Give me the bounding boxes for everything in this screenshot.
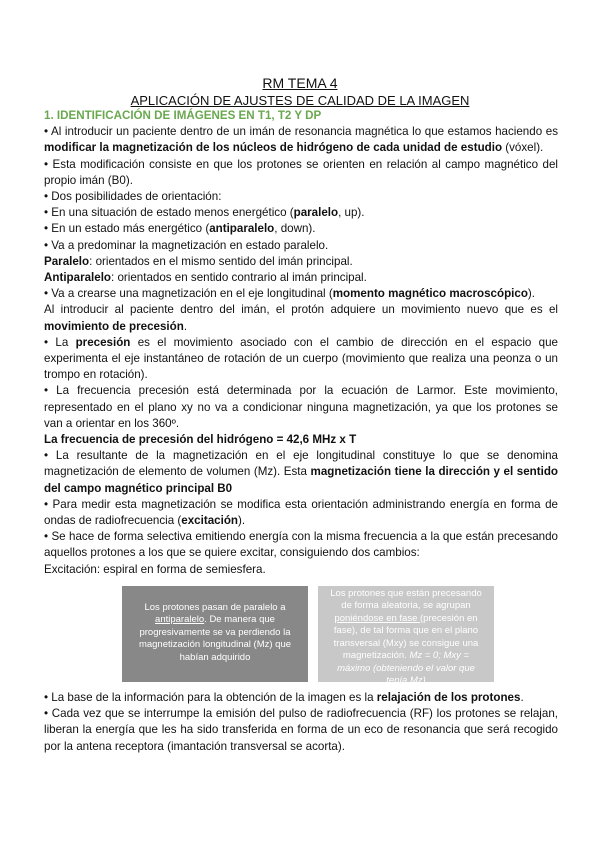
- paragraph: Al introducir al paciente dentro del imán, el protón adquiere un movimiento nuevo que es el movimiento de precesión.: [44, 303, 558, 333]
- paragraph: • Va a crearse una magnetización en el eje longitudinal (momento magnético macroscópico).: [44, 287, 536, 301]
- paragraph: • Para medir esta magnetización se modifica esta orientación administrando energía en forma de ondas de radiofrecuencia (excitación).: [44, 497, 558, 528]
- paragraph: • Dos posibilidades de orientación:: [44, 190, 222, 204]
- section-heading: 1. IDENTIFICACIÓN DE IMÁGENES EN T1, T2 Y DP: [44, 109, 322, 122]
- document-body: [44, 108, 558, 755]
- paragraph: • La precesión es el movimiento asociado con el cambio de dirección en el espacio que experimenta el eje instantáneo de rotación de un cuerpo (movimiento que realiza una peonza o un trompo en rotación).: [44, 335, 559, 382]
- document-title: RM TEMA 4: [262, 75, 338, 91]
- paragraph: • Al introducir un paciente dentro de un imán de resonancia magnética lo que estamos haciendo es modificar la magnetización de los núcleos de hidrógeno de cada unidad de estudio (vóxel).: [44, 125, 558, 155]
- paragraph: • En una situación de estado menos energético (paralelo, up).: [44, 206, 365, 220]
- document-subtitle: APLICACIÓN DE AJUSTES DE CALIDAD DE LA IMAGEN: [130, 93, 470, 108]
- figure-row: [122, 586, 558, 687]
- paragraph: • Va a predominar la magnetización en estado paralelo.: [44, 238, 329, 252]
- paragraph: La frecuencia de precesión del hidrógeno = 42,6 MHz x T: [44, 433, 357, 447]
- paragraph: • En un estado más energético (antiparalelo, down).: [44, 222, 316, 236]
- paragraph: Antiparalelo: orientados en sentido contrario al imán principal.: [44, 271, 367, 285]
- paragraph: • La base de la información para la obtención de la imagen es la relajación de los protones.: [44, 690, 524, 704]
- paragraph: Paralelo: orientados en el mismo sentido del imán principal.: [44, 254, 353, 268]
- paragraph: • Cada vez que se interrumpe la emisión del pulso de radiofrecuencia (RF) los protones se relajan, liberan la energía que les ha sido transferida en forma de un eco de resonancia que será recogido por la antena receptora (imantación transversal se acorta).: [44, 707, 558, 753]
- paragraph: • Esta modificación consiste en que los protones se orienten en relación al campo magnético del propio imán (B0).: [44, 157, 558, 187]
- paragraph: • La frecuencia precesión está determinada por la ecuación de Larmor. Este movimiento, representado en el plano xy no va a condicionar ninguna magnetización, ya que los protones se van a orientar en los 360º.: [44, 384, 558, 430]
- paragraph: Excitación: espiral en forma de semiesfera.: [44, 562, 266, 576]
- paragraph: • La resultante de la magnetización en el eje longitudinal constituye lo que se denomina magnetización de elemento de volumen (Mz). Esta magnetización tiene la dirección y el sentido del campo magnético principal B0: [44, 449, 559, 495]
- figure-paralelo-antiparalelo: Los protones pasan de paralelo a antiparalelo. De manera que progresivamente se va perdiendo la magnetización longitudinal (Mz) que habían adquirido: [122, 586, 308, 682]
- paragraph: • Se hace de forma selectiva emitiendo energía con la misma frecuencia a la que están precesando aquellos protones a los que se quiere excitar, consiguiendo dos cambios:: [44, 530, 558, 560]
- figure-fase: Los protones que están precesando de forma aleatoria, se agrupan poniéndose en fase (precesión en fase), de tal forma que en el plano transversal (Mxy) se consigue una magnetización. Mz = 0; Mxy = máximo (obteniendo el valor que tenía Mz): [318, 586, 494, 682]
